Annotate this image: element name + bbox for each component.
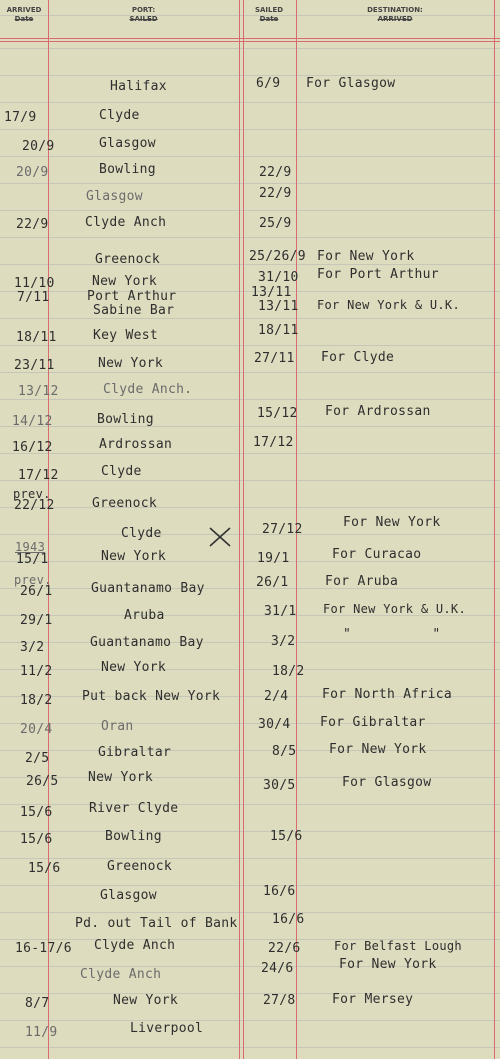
destination-cell: For Aruba [325,574,399,589]
sailed-cell: 22/9 [259,186,292,201]
header-port: PORT: SAILED [129,6,158,23]
destination-cell: For Mersey [332,992,414,1007]
port-cell: Halifax [110,79,167,94]
arrived-cell: 18/2 [20,693,53,708]
arrived-cell: 14/12 [12,414,53,429]
port-cell: River Clyde [89,801,179,816]
arrived-cell: 23/11 [14,358,55,373]
sailed-cell: 30/4 [258,717,291,732]
port-cell: Guantanamo Bay [90,635,204,650]
arrived-cell: 15/6 [20,805,53,820]
port-cell: Port Arthur [87,289,177,304]
arrived-cell: 17/12 [18,468,59,483]
year-note: 1943 [15,540,46,554]
destination-cell: For Glasgow [342,775,432,790]
port-cell: Key West [93,328,159,343]
sailed-cell: 25/9 [259,216,292,231]
port-cell: Greenock [92,496,158,511]
destination-cell: For Curacao [332,547,422,562]
sailed-cell: 22/9 [259,165,292,180]
sailed-cell: 27/11 [254,351,295,366]
port-cell: Greenock [95,252,161,267]
arrived-cell: 17/9 [4,110,37,125]
sailed-cell: 18/11 [258,323,299,338]
sailed-cell: 2/4 [264,689,289,704]
sailed-cell: 25/26/9 [249,249,306,264]
port-cell: Put back New York [82,689,221,704]
arrived-cell: 22/9 [16,217,49,232]
port-cell: Clyde [121,526,162,541]
header-rule [0,41,500,42]
port-cell: New York [98,356,164,371]
port-cell: New York [101,660,167,675]
arrived-note: prev. [14,573,52,587]
sailed-cell: 18/2 [272,664,305,679]
destination-cell: For New York & U.K. [323,602,466,616]
arrived-cell: 15/6 [28,861,61,876]
port-cell: Bowling [99,162,156,177]
destination-cell: For Port Arthur [317,267,439,282]
destination-cell: For Ardrossan [325,404,431,419]
sailed-cell: 31/10 [258,270,299,285]
port-cell: Clyde [101,464,142,479]
sailed-cell: 16/6 [272,912,305,927]
header-destination: DESTINATION: ARRIVED [367,6,423,23]
port-cell: Gibraltar [98,745,172,760]
header-arrived: ARRIVED Date [6,6,42,23]
port-cell: Clyde Anch [94,938,176,953]
port-cell: New York [88,770,154,785]
port-cell: Glasgow [100,888,157,903]
sailed-cell: 19/1 [257,551,290,566]
port-cell: New York [101,549,167,564]
sailed-cell: 24/6 [261,961,294,976]
port-cell: Oran [101,719,134,734]
port-cell: New York [92,274,158,289]
destination-cell: For New York [329,742,427,757]
arrived-cell: 3/2 [20,640,45,655]
sailed-cell: 26/1 [256,575,289,590]
port-cell: Clyde [99,108,140,123]
arrived-cell: 29/1 [20,613,53,628]
sailed-cell: 27/8 [263,993,296,1008]
arrived-cell: 15/6 [20,832,53,847]
arrived-cell: 20/9 [16,165,49,180]
port-cell: Pd. out Tail of Bank [75,916,238,931]
column-rule [494,0,495,1059]
destination-cell: For North Africa [322,687,453,702]
sailed-cell: 6/9 [256,76,281,91]
destination-cell: For New York [317,249,415,264]
sailed-cell: 17/12 [253,435,294,450]
sailed-cell: 8/5 [272,744,297,759]
port-cell: New York [113,993,179,1008]
destination-cell: For Glasgow [306,76,396,91]
port-cell: Aruba [124,608,165,623]
destination-cell: For Gibraltar [320,715,426,730]
arrived-cell: 15/1 [16,552,49,567]
arrived-cell: 22/12 [14,498,55,513]
sailed-cell: 15/12 [257,406,298,421]
arrived-cell: 26/5 [26,774,59,789]
sailed-cell: 31/1 [264,604,297,619]
header-rule [0,38,500,39]
arrived-cell: 7/11 [17,290,50,305]
port-cell: Liverpool [130,1021,204,1036]
sailed-cell: 22/6 [268,941,301,956]
port-cell: Guantanamo Bay [91,581,205,596]
arrived-cell: 11/9 [25,1025,58,1040]
header-sailed: SAILED Date [254,6,284,23]
arrived-cell: 16-17/6 [15,941,72,956]
destination-cell: For Belfast Lough [334,939,462,953]
ditto-mark: " " [343,627,441,642]
arrived-cell: 13/12 [18,384,59,399]
arrived-cell: 2/5 [25,751,50,766]
sailed-cell: 13/11 [258,299,299,314]
sailed-cell: 3/2 [271,634,296,649]
port-cell: Clyde Anch [85,215,167,230]
port-cell: Bowling [105,829,162,844]
arrived-cell: 11/2 [20,664,53,679]
arrived-note: prev. [13,487,51,501]
destination-cell: For Clyde [321,350,395,365]
arrived-cell: 26/1 [20,584,53,599]
arrived-cell: 20/9 [22,139,55,154]
port-cell: Bowling [97,412,154,427]
port-cell: Glasgow [99,136,156,151]
column-rule [48,0,49,1059]
port-cell: Glasgow [86,189,143,204]
arrived-cell: 11/10 [14,276,55,291]
column-rule-double [239,0,244,1059]
cross-mark-icon [208,526,232,548]
destination-cell: For New York [343,515,441,530]
arrived-cell: 8/7 [25,996,50,1011]
port-cell: Greenock [107,859,173,874]
arrived-cell: 16/12 [12,440,53,455]
sailed-cell: 16/6 [263,884,296,899]
sailed-cell: 30/5 [263,778,296,793]
sailed-cell: 15/6 [270,829,303,844]
port-cell: Clyde Anch. [103,382,193,397]
destination-cell: For New York & U.K. [317,298,460,312]
port-cell: Clyde Anch [80,967,162,982]
arrived-cell: 18/11 [16,330,57,345]
arrived-cell: 20/4 [20,722,53,737]
destination-cell: For New York [339,957,437,972]
port-cell: Ardrossan [99,437,173,452]
port-cell: Sabine Bar [93,303,175,318]
sailed-cell: 27/12 [262,522,303,537]
sailed-cell: 13/11 [251,285,292,300]
